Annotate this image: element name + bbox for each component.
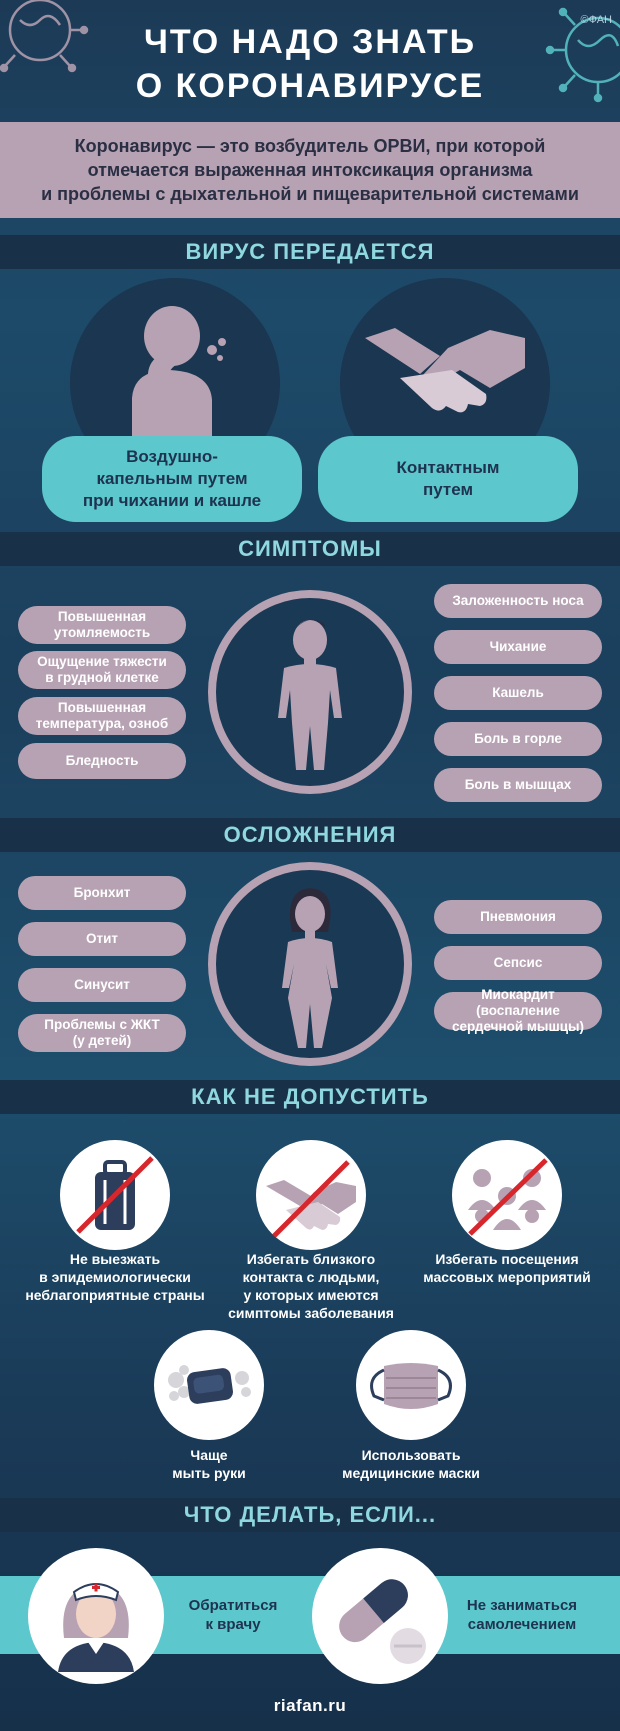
label-line: Контактным	[396, 458, 500, 477]
intro-banner	[0, 122, 620, 218]
symptom-pill: Боль в мышцах	[434, 768, 602, 802]
caption-line: Чаще	[190, 1447, 228, 1463]
pill-line: Проблемы с ЖКТ	[44, 1017, 160, 1032]
no-travel-circle	[60, 1140, 170, 1250]
action-caption-noself	[452, 1596, 592, 1634]
pill-line: Повышенная	[57, 700, 147, 715]
footer-site: riafan.ru	[273, 1696, 347, 1715]
section-title-complications: ОСЛОЖНЕНИЯ	[0, 818, 620, 852]
complication-pill	[18, 876, 186, 910]
pills-icon	[312, 1548, 448, 1684]
prevention-caption-events	[412, 1250, 602, 1286]
intro-line: Коронавирус — это возбудитель ОРВИ, при которой	[74, 136, 546, 156]
complication-pill	[434, 900, 602, 934]
caption-line: Избегать близкого	[246, 1251, 376, 1267]
symptom-pill: Заложенность носа	[434, 584, 602, 618]
caption-line: Использовать	[361, 1447, 461, 1463]
caption-line: Не заниматься	[466, 1597, 578, 1614]
woman-body-icon	[216, 870, 404, 1058]
section-title-transmission: ВИРУС ПЕРЕДАЕТСЯ	[0, 235, 620, 269]
title-line: О КОРОНАВИРУСЕ	[135, 67, 485, 105]
symptom-pill	[18, 743, 186, 779]
pill-line: Миокардит (воспаление	[476, 987, 560, 1018]
pill-line: Повышенная	[57, 609, 147, 624]
airborne-route-label	[42, 436, 302, 522]
complications-body-ring	[208, 862, 412, 1066]
copyright: ©ФАН	[580, 14, 612, 26]
doctor-circle	[28, 1548, 164, 1684]
complication-pill	[18, 968, 186, 1002]
caption-line: у которых имеются	[243, 1287, 379, 1303]
complication-pill	[434, 946, 602, 980]
pills-circle	[312, 1548, 448, 1684]
caption-line: Не выезжать	[69, 1251, 161, 1267]
section-title-whattodo: ЧТО ДЕЛАТЬ, ЕСЛИ...	[0, 1498, 620, 1532]
caption-line: контакта с людьми,	[242, 1269, 380, 1285]
prevention-caption-masks	[316, 1446, 506, 1482]
masks-circle	[356, 1330, 466, 1440]
label-line: Воздушно-	[126, 447, 218, 466]
symptom-pill: Чихание	[434, 630, 602, 664]
section-title-symptoms: СИМПТОМЫ	[0, 532, 620, 566]
caption-line: к врачу	[205, 1616, 261, 1633]
pill-line: Ощущение тяжести	[37, 654, 167, 669]
caption-line: мыть руки	[172, 1465, 246, 1481]
intro-line: и проблемы с дыхательной и пищеварительной системами	[41, 184, 579, 204]
pill-line: Отит	[85, 931, 119, 946]
pill-line: Синусит	[74, 977, 130, 992]
prevention-caption-wash	[114, 1446, 304, 1482]
complication-pill	[18, 922, 186, 956]
caption-line: медицинские маски	[342, 1465, 480, 1481]
symptom-pill	[18, 651, 186, 689]
wash-hands-circle	[154, 1330, 264, 1440]
caption-line: неблагоприятные страны	[25, 1287, 205, 1303]
intro-line: отмечается выраженная интоксикация организма	[87, 160, 533, 180]
caption-line: самолечением	[467, 1616, 577, 1633]
complication-pill	[434, 987, 602, 1034]
label-line: капельным путем	[96, 469, 248, 488]
page-title	[0, 20, 620, 108]
pill-line: Бледность	[65, 753, 139, 768]
nurse-icon	[28, 1548, 164, 1684]
caption-line: Избегать посещения	[435, 1251, 579, 1267]
action-caption-doctor	[170, 1596, 296, 1634]
no-crowds-circle	[452, 1140, 562, 1250]
contact-route-label	[318, 436, 578, 522]
suitcase-crossed-icon	[60, 1140, 170, 1250]
pill-line: утомляемость	[53, 625, 151, 640]
symptom-pill	[18, 697, 186, 735]
complication-pill	[18, 1014, 186, 1052]
pill-line: температура, озноб	[35, 716, 169, 731]
caption-line: массовых мероприятий	[423, 1269, 591, 1285]
label-line: путем	[422, 480, 474, 499]
pill-line: Бронхит	[73, 885, 131, 900]
caption-line: симптомы заболевания	[228, 1305, 394, 1321]
pill-line: (у детей)	[72, 1033, 132, 1048]
caption-line: Обратиться	[188, 1597, 278, 1614]
pill-line: в грудной клетке	[45, 670, 159, 685]
prevention-caption-travel	[20, 1250, 210, 1304]
no-contact-circle	[256, 1140, 366, 1250]
soap-icon	[154, 1330, 264, 1440]
symptom-pill: Кашель	[434, 676, 602, 710]
pill-line: сердечной мышцы)	[451, 1019, 585, 1034]
handshake-crossed-icon	[256, 1140, 366, 1250]
symptom-pill	[18, 606, 186, 644]
crowd-crossed-icon	[452, 1140, 562, 1250]
section-title-prevention: КАК НЕ ДОПУСТИТЬ	[0, 1080, 620, 1114]
label-line: при чихании и кашле	[82, 491, 262, 510]
caption-line: в эпидемиологически	[39, 1269, 191, 1285]
symptom-pill: Боль в горле	[434, 722, 602, 756]
person-body-icon	[216, 598, 404, 786]
medical-mask-icon	[356, 1330, 466, 1440]
pill-line: Сепсис	[493, 955, 543, 970]
symptoms-body-ring	[208, 590, 412, 794]
title-line: ЧТО НАДО ЗНАТЬ	[143, 23, 477, 61]
pill-line: Пневмония	[480, 909, 556, 924]
prevention-caption-contact	[214, 1250, 408, 1322]
